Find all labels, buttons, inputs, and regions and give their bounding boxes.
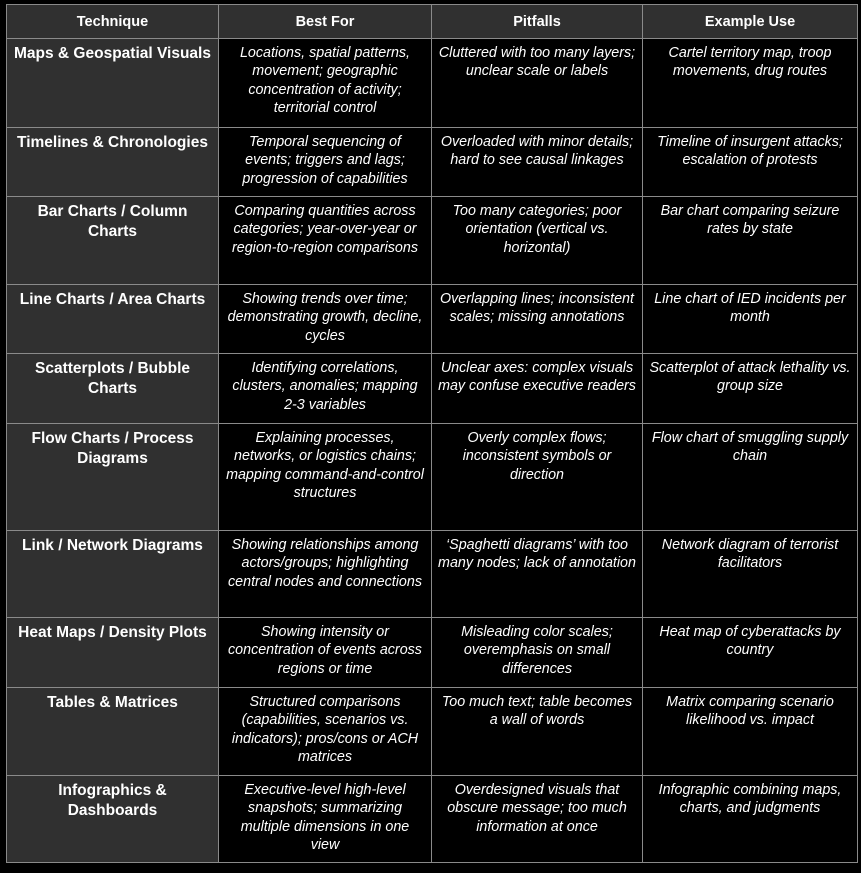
visualization-techniques-table xyxy=(6,4,858,863)
pitfalls-cell: Too many categories; poor orientation (vertical vs. horizontal) xyxy=(432,197,643,285)
header-technique: Technique xyxy=(7,5,219,39)
example-use-cell: Line chart of IED incidents per month xyxy=(643,285,858,354)
table-row xyxy=(7,424,858,531)
best-for-cell: Explaining processes, networks, or logistics chains; mapping command-and-control structures xyxy=(219,424,432,531)
example-use-cell: Matrix comparing scenario likelihood vs. impact xyxy=(643,688,858,776)
example-use-cell: Flow chart of smuggling supply chain xyxy=(643,424,858,531)
table-row xyxy=(7,776,858,863)
example-use-cell: Heat map of cyberattacks by country xyxy=(643,618,858,688)
technique-cell: Infographics & Dashboards xyxy=(7,776,219,863)
technique-cell: Maps & Geospatial Visuals xyxy=(7,39,219,128)
pitfalls-cell: Overly complex flows; inconsistent symbols or direction xyxy=(432,424,643,531)
example-use-cell: Cartel territory map, troop movements, drug routes xyxy=(643,39,858,128)
table-row xyxy=(7,688,858,776)
best-for-cell: Comparing quantities across categories; year-over-year or region-to-region comparisons xyxy=(219,197,432,285)
header-pitfalls: Pitfalls xyxy=(432,5,643,39)
technique-cell: Heat Maps / Density Plots xyxy=(7,618,219,688)
best-for-cell: Executive-level high-level snapshots; summarizing multiple dimensions in one view xyxy=(219,776,432,863)
example-use-cell: Bar chart comparing seizure rates by state xyxy=(643,197,858,285)
table-row xyxy=(7,39,858,128)
best-for-cell: Showing relationships among actors/groups; highlighting central nodes and connections xyxy=(219,531,432,618)
technique-cell: Scatterplots / Bubble Charts xyxy=(7,354,219,424)
best-for-cell: Showing trends over time; demonstrating growth, decline, cycles xyxy=(219,285,432,354)
pitfalls-cell: ‘Spaghetti diagrams’ with too many nodes; lack of annotation xyxy=(432,531,643,618)
pitfalls-cell: Overdesigned visuals that obscure message; too much information at once xyxy=(432,776,643,863)
example-use-cell: Scatterplot of attack lethality vs. group size xyxy=(643,354,858,424)
header-row xyxy=(7,5,858,39)
technique-cell: Line Charts / Area Charts xyxy=(7,285,219,354)
visualization-techniques-table-container xyxy=(6,4,857,863)
pitfalls-cell: Overloaded with minor details; hard to see causal linkages xyxy=(432,128,643,197)
technique-cell: Link / Network Diagrams xyxy=(7,531,219,618)
best-for-cell: Locations, spatial patterns, movement; geographic concentration of activity; territorial control xyxy=(219,39,432,128)
pitfalls-cell: Overlapping lines; inconsistent scales; missing annotations xyxy=(432,285,643,354)
pitfalls-cell: Unclear axes: complex visuals may confuse executive readers xyxy=(432,354,643,424)
best-for-cell: Temporal sequencing of events; triggers and lags; progression of capabilities xyxy=(219,128,432,197)
technique-cell: Tables & Matrices xyxy=(7,688,219,776)
header-best-for: Best For xyxy=(219,5,432,39)
header-example-use: Example Use xyxy=(643,5,858,39)
technique-cell: Timelines & Chronologies xyxy=(7,128,219,197)
best-for-cell: Showing intensity or concentration of events across regions or time xyxy=(219,618,432,688)
technique-cell: Flow Charts / Process Diagrams xyxy=(7,424,219,531)
table-row xyxy=(7,531,858,618)
example-use-cell: Timeline of insurgent attacks; escalation of protests xyxy=(643,128,858,197)
pitfalls-cell: Cluttered with too many layers; unclear scale or labels xyxy=(432,39,643,128)
example-use-cell: Infographic combining maps, charts, and judgments xyxy=(643,776,858,863)
table-row xyxy=(7,197,858,285)
table-row xyxy=(7,128,858,197)
table-row xyxy=(7,285,858,354)
example-use-cell: Network diagram of terrorist facilitators xyxy=(643,531,858,618)
best-for-cell: Structured comparisons (capabilities, scenarios vs. indicators); pros/cons or ACH matrices xyxy=(219,688,432,776)
pitfalls-cell: Misleading color scales; overemphasis on small differences xyxy=(432,618,643,688)
table-row xyxy=(7,618,858,688)
table-row xyxy=(7,354,858,424)
technique-cell: Bar Charts / Column Charts xyxy=(7,197,219,285)
best-for-cell: Identifying correlations, clusters, anomalies; mapping 2-3 variables xyxy=(219,354,432,424)
pitfalls-cell: Too much text; table becomes a wall of words xyxy=(432,688,643,776)
